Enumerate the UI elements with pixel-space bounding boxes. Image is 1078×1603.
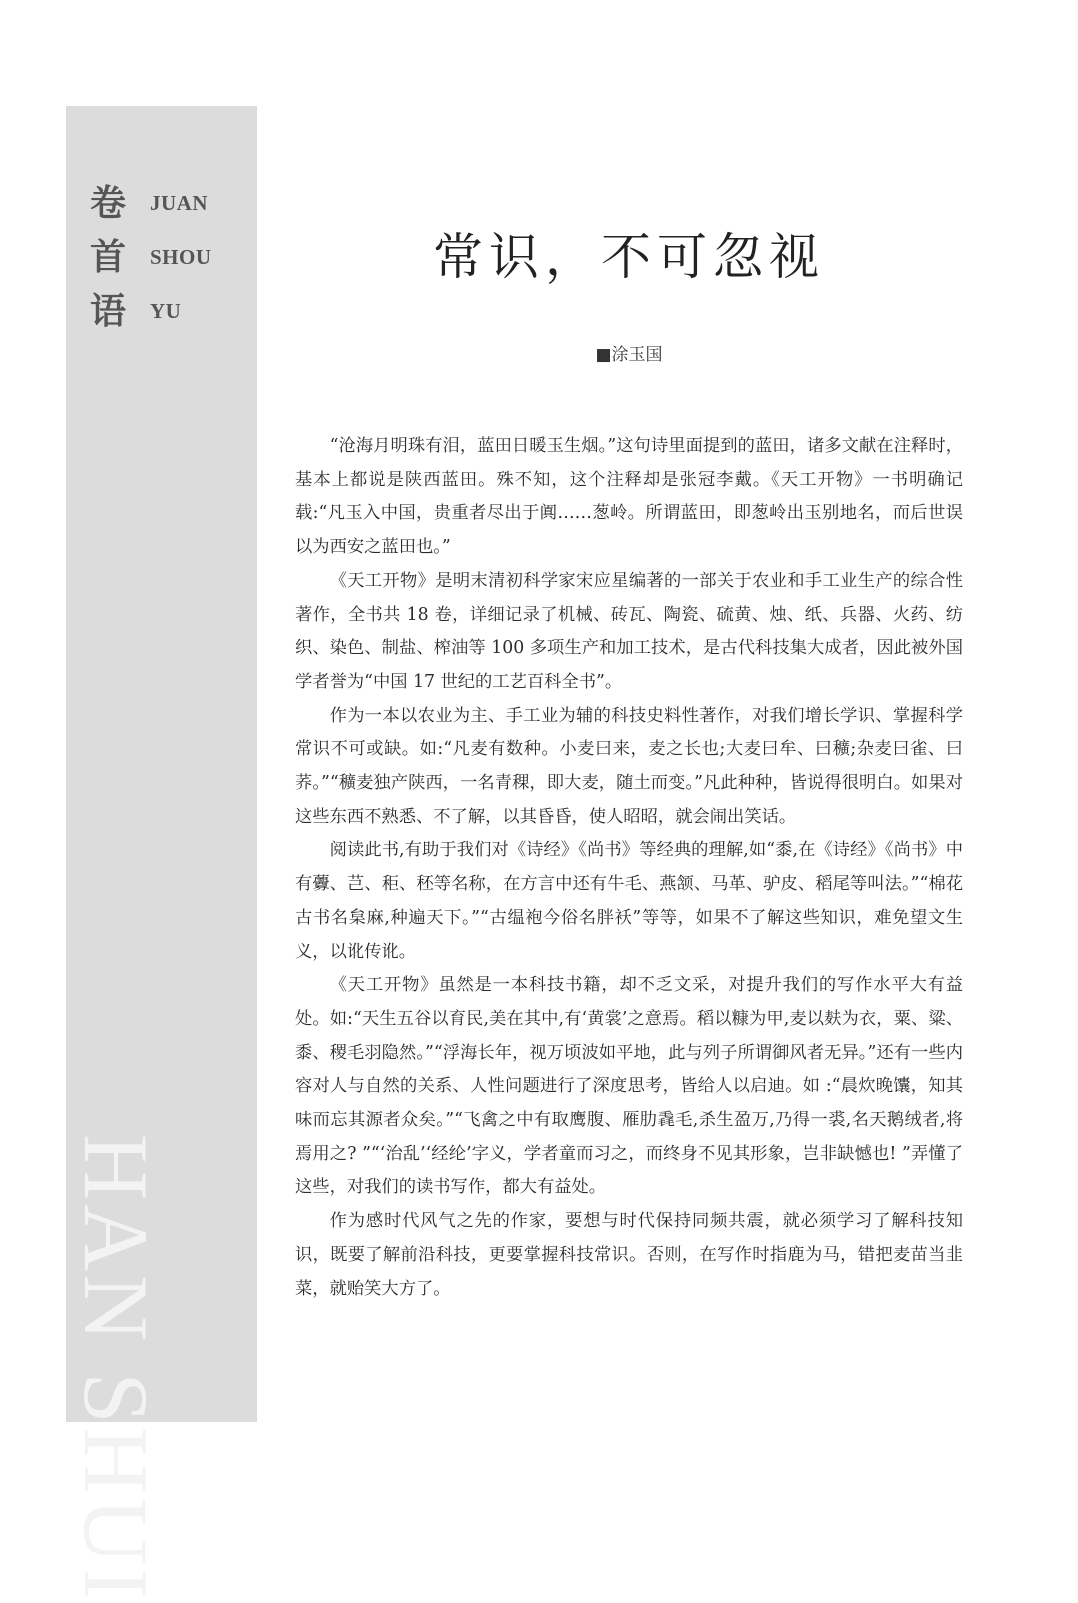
article-paragraph: 阅读此书,有助于我们对《诗经》《尚书》等经典的理解,如“黍,在《诗经》《尚书》中有虋、芑、秬、秠等名称，在方言中还有牛毛、燕颔、马革、驴皮、稻尾等叫法。”“棉花古书名枲麻,种遍天下。”“古缊袍今俗名胖袄”等等，如果不了解这些知识，难免望文生义，以讹传讹。 — [295, 840, 963, 962]
article-paragraph: “沧海月明珠有泪，蓝田日暖玉生烟。”这句诗里面提到的蓝田，诸多文献在注释时，基本上都说是陕西蓝田。殊不知，这个注释却是张冠李戴。《天工开物》一书明确记载:“凡玉入中国，贵重者尽出于阗……葱岭。所谓蓝田，即葱岭出玉别地名，而后世误以为西安之蓝田也。” — [295, 436, 963, 558]
column-label-zh: 卷 — [90, 182, 127, 224]
article-paragraph: 作为感时代风气之先的作家，要想与时代保持同频共震，就必须学习了解科技知识，既要了解前沿科技，更要掌握科技常识。否则，在写作时指鹿为马，错把麦苗当韭菜，就贻笑大方了。 — [295, 1211, 963, 1299]
article-paragraph: 《天工开物》是明末清初科学家宋应星编著的一部关于农业和手工业生产的综合性著作，全书共 18 卷，详细记录了机械、砖瓦、陶瓷、硫黄、烛、纸、兵器、火药、纺织、染色、制盐、榨油等 100 多项生产和加工技术，是古代科技集大成者，因此被外国学者誉为“中国 17 世纪的工艺百科全书”。 — [295, 570, 963, 692]
column-label-zh: 首 — [90, 236, 127, 278]
article-paragraph: 作为一本以农业为主、手工业为辅的科技史料性著作，对我们增长学识、掌握科学常识不可或缺。如:“凡麦有数种。小麦曰来，麦之长也;大麦曰牟、曰穬;杂麦曰雀、曰荞。”“穬麦独产陕西，一名青稞，即大麦，随土而变。”凡此种种，皆说得很明白。如果对这些东西不熟悉、不了解，以其昏昏，使人昭昭，就会闹出笑话。 — [295, 705, 963, 827]
column-label-row — [90, 284, 212, 338]
column-label-en: JUAN — [150, 190, 208, 215]
column-label — [90, 176, 212, 338]
column-label-en: SHOU — [150, 244, 212, 269]
article-author: ■涂玉国 — [595, 345, 663, 365]
column-name-vertical: HAN SHUI — [65, 1134, 167, 1603]
sidebar-panel — [65, 106, 257, 1603]
article-title: 常识，不可忽视 — [433, 228, 825, 286]
column-label-row — [90, 230, 212, 284]
article-body — [295, 430, 963, 1306]
column-label-zh: 语 — [90, 290, 127, 332]
column-label-en: YU — [150, 298, 182, 323]
article-paragraph: 《天工开物》虽然是一本科技书籍，却不乏文采，对提升我们的写作水平大有益处。如:“天生五谷以育民,美在其中,有‘黄裳’之意焉。稻以糠为甲,麦以麸为衣，粟、粱、黍、稷毛羽隐然。”“浮海长年，视万顷波如平地，此与列子所谓御风者无异。”还有一些内容对人与自然的关系、人性问题进行了深度思考，皆给人以启迪。如 :“晨炊晚馕，知其味而忘其源者众矣。”“飞禽之中有取鹰腹、雁肋毳毛,杀生盈万,乃得一裘,名天鹅绒者,将焉用之? ”“‘治乱’‘经纶’字义，学者童而习之，而终身不见其形象，岂非缺憾也! ”弄懂了这些，对我们的读书写作，都大有益处。 — [295, 975, 963, 1198]
column-label-row — [90, 176, 212, 230]
